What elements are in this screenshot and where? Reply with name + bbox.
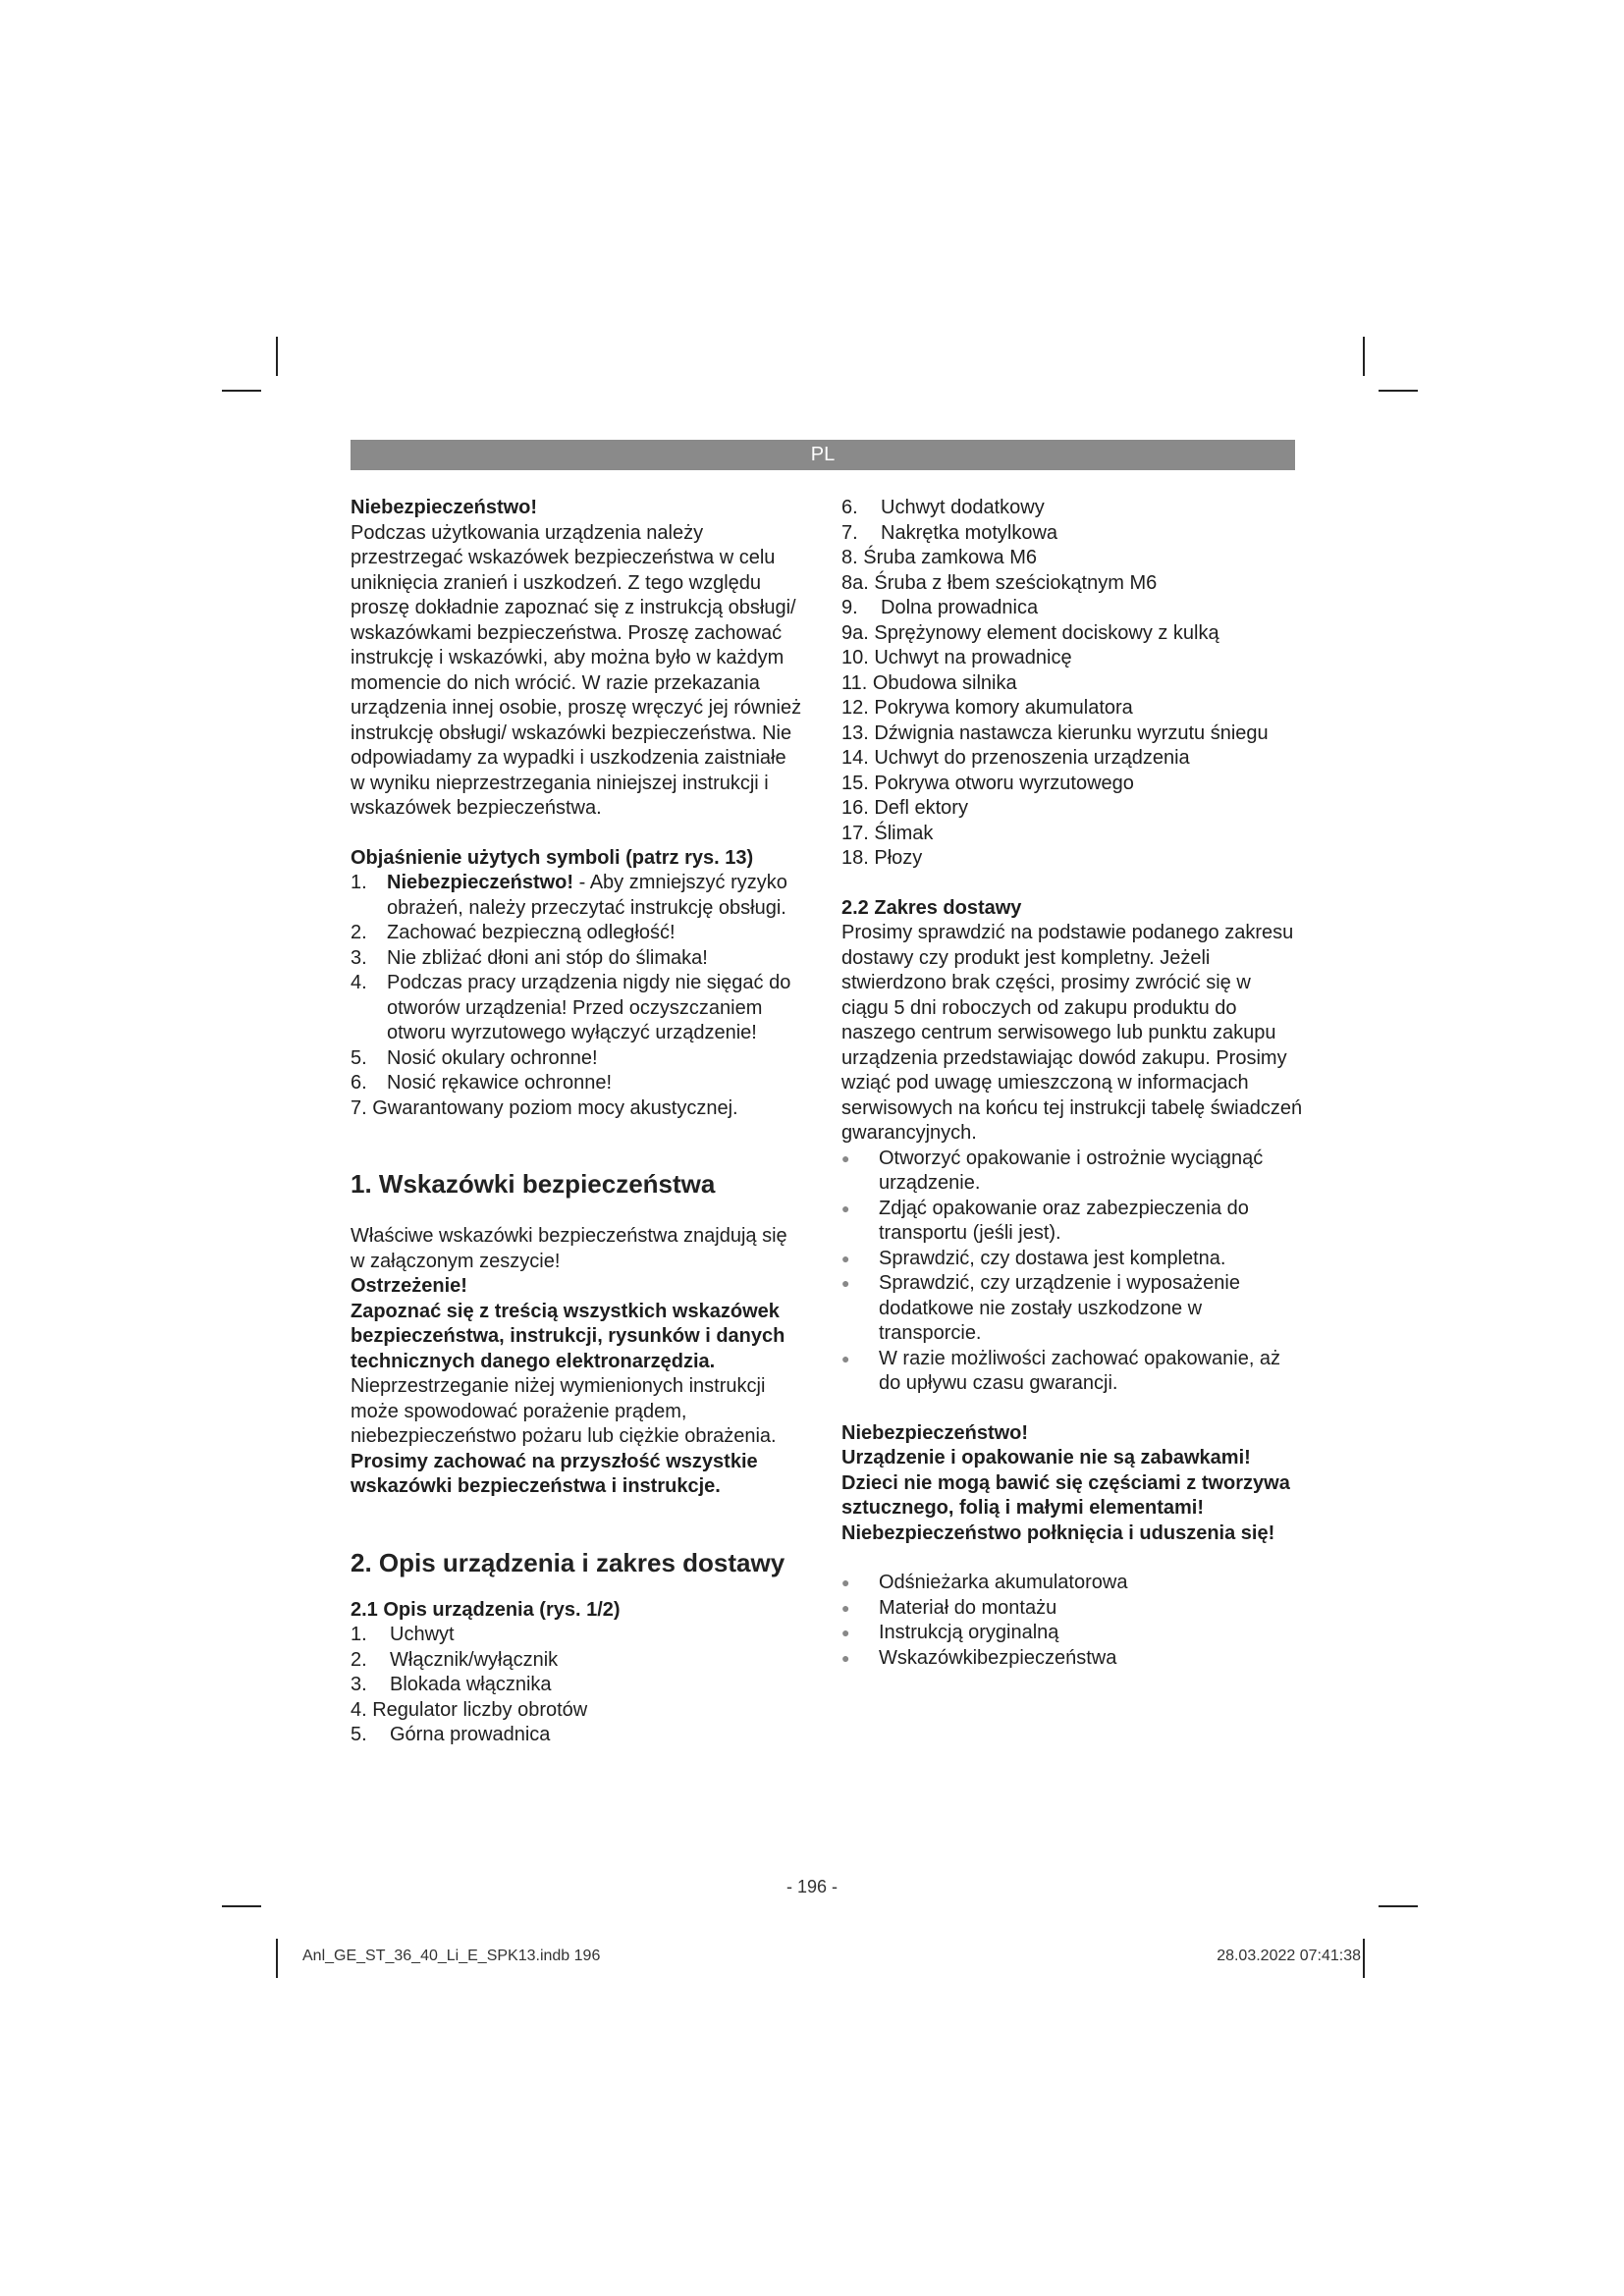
- subsection-2-1-title: 2.1 Opis urządzenia (rys. 1/2): [351, 1598, 621, 1621]
- symbol-7: 7. Gwarantowany poziom mocy akustycznej.: [351, 1096, 738, 1119]
- list-item: 6. Nosić rękawice ochronne!: [351, 1072, 612, 1094]
- bullet-icon: ●: [841, 1625, 850, 1640]
- parts-list-9: [841, 596, 1303, 621]
- list-item: 13. Dźwignia nastawcza kierunku wyrzutu śniegu: [841, 721, 1269, 744]
- parts-list-end: [351, 1723, 802, 1748]
- crop-mark: [222, 390, 261, 392]
- crop-mark: [276, 1939, 278, 1978]
- language-header-bar: [351, 440, 1295, 470]
- list-item: 18. Płozy: [841, 847, 923, 869]
- parts-list-continued: [841, 496, 1303, 546]
- bullet-icon: ●: [841, 1250, 850, 1266]
- footer-filename: Anl_GE_ST_36_40_Li_E_SPK13.indb 196: [302, 1948, 601, 1964]
- list-item: 3. Blokada włącznika: [351, 1674, 552, 1695]
- list-item: ● Sprawdzić, czy urządzenie i wyposażenie dodatkowe nie zostały uszkodzone w transporcie.: [841, 1271, 1303, 1347]
- list-item: 17. Ślimak: [841, 822, 934, 844]
- footer-datetime: 28.03.2022 07:41:38: [1217, 1948, 1361, 1964]
- parts-list: [351, 1623, 802, 1698]
- list-item: 11. Obudowa silnika: [841, 671, 1017, 694]
- keep-instructions: Prosimy zachować na przyszłość wszystkie wskazówki bezpieczeństwa i instrukcje.: [351, 1450, 758, 1497]
- list-item: 1. Uchwyt: [351, 1624, 455, 1645]
- list-item: 16. Defl ektory: [841, 797, 968, 819]
- list-item: 15. Pokrywa otworu wyrzutowego: [841, 772, 1134, 794]
- bullet-icon: ●: [841, 1275, 850, 1291]
- list-item: 4. Regulator liczby obrotów: [351, 1698, 588, 1721]
- language-label: PL: [810, 444, 836, 465]
- section-2-heading: 2. Opis urządzenia i zakres dostawy: [351, 1547, 785, 1577]
- crop-mark: [1379, 390, 1418, 392]
- danger-paragraph: Podczas użytkowania urządzenia należy przestrzegać wskazówek bezpieczeństwa w celu uniknięcia zranień i uszkodzeń. Z tego względu proszę dokładnie zapoznać się z instrukcją obsługi/ wskazówkami bezpieczeństwa. Proszę zachować instrukcję i wskazówki, aby można było w każdym momencie do nich wrócić. W razie przekazania urządzenia innej osobie, proszę wręczyć jej również instrukcję obsługi/ wskazówki bezpieczeństwa. Nie odpowiadamy za wypadki i uszkodzenia zaistniałe w wyniku nieprzestrzegania niniejszej instrukcji i wskazówek bezpieczeństwa.: [351, 521, 802, 819]
- list-item: 3. Nie zbliżać dłoni ani stóp do ślimaka!: [351, 946, 708, 969]
- bullet-icon: ●: [841, 1649, 850, 1666]
- section-1-text: Właściwe wskazówki bezpieczeństwa znajdują się w załączonym zeszycie!: [351, 1225, 787, 1272]
- bullet-icon: ●: [841, 1599, 850, 1616]
- list-item: ● W razie możliwości zachować opakowanie, aż do upływu czasu gwarancji.: [841, 1347, 1303, 1397]
- crop-mark: [1363, 1939, 1365, 1978]
- bullet-icon: ●: [841, 1575, 850, 1590]
- list-item: 14. Uchwyt do przenoszenia urządzenia: [841, 747, 1190, 769]
- list-item: 10. Uchwyt na prowadnicę: [841, 647, 1072, 668]
- list-item: 9. Dolna prowadnica: [841, 597, 1039, 618]
- crop-mark: [222, 1905, 261, 1907]
- list-item: ● Wskazówkibezpieczeństwa: [841, 1646, 1303, 1672]
- list-item: ● Zdjąć opakowanie oraz zabezpieczenia do transportu (jeśli jest).: [841, 1197, 1303, 1247]
- bullet-icon: ●: [841, 1200, 850, 1216]
- crop-mark: [276, 337, 278, 376]
- list-item: 2. Zachować bezpieczną odległość!: [351, 922, 676, 943]
- list-item: ● Sprawdzić, czy dostawa jest kompletna.: [841, 1247, 1303, 1272]
- unpacking-bullets: [841, 1147, 1303, 1397]
- list-item: 6. Uchwyt dodatkowy: [841, 497, 1045, 518]
- list-item: ● Otworzyć opakowanie i ostrożnie wyciągnąć urządzenie.: [841, 1147, 1303, 1197]
- list-item: ● Odśnieżarka akumulatorowa: [841, 1571, 1303, 1596]
- symbols-title: Objaśnienie użytych symboli (patrz rys. 13): [351, 846, 754, 869]
- subsection-2-2-title: 2.2 Zakres dostawy: [841, 896, 1022, 919]
- list-item: 7. Nakrętka motylkowa: [841, 521, 1058, 544]
- bullet-icon: ●: [841, 1149, 850, 1166]
- crop-mark: [1363, 337, 1365, 376]
- list-item: 1. Niebezpieczeństwo! - Aby zmniejszyć ryzyko obrażeń, należy przeczytać instrukcję obsługi.: [351, 872, 787, 919]
- delivery-paragraph: Prosimy sprawdzić na podstawie podanego zakresu dostawy czy produkt jest kompletny. Jeżeli stwierdzono brak części, prosimy zwrócić się w ciągu 5 dni roboczych od zakupu produktu do naszego centrum serwisowego lub punktu zakupu urządzenia przedstawiając dowód zakupu. Prosimy wziąć pod uwagę umieszczoną w informacjach serwisowych na końcu tej instrukcji tabelę świadczeń gwarancyjnych.: [841, 922, 1303, 1144]
- list-item: 8a. Śruba z łbem sześciokątnym M6: [841, 571, 1158, 594]
- delivery-contents-list: [841, 1571, 1303, 1671]
- list-item: 2. Włącznik/wyłącznik: [351, 1648, 559, 1671]
- list-item: ● Instrukcją oryginalną: [841, 1621, 1303, 1646]
- danger-title: Niebezpieczeństwo!: [351, 497, 538, 518]
- section-1-heading: 1. Wskazówki bezpieczeństwa: [351, 1169, 716, 1199]
- warning-paragraph: Zapoznać się z treścią wszystkich wskazówek bezpieczeństwa, instrukcji, rysunków i danych technicznych danego elektronarzędzia. Nieprzestrzeganie niżej wymienionych instrukcji może spowodować porażenie prądem, niebezpieczeństwo pożaru lub ciężkie obrażenia.: [351, 1300, 785, 1447]
- list-item: 9a. Sprężynowy element dociskowy z kulką: [841, 621, 1219, 644]
- bullet-icon: ●: [841, 1350, 850, 1366]
- list-item: 8. Śruba zamkowa M6: [841, 547, 1037, 568]
- list-item: 12. Pokrywa komory akumulatora: [841, 697, 1133, 719]
- danger-paragraph-2: Urządzenie i opakowanie nie są zabawkami! Dzieci nie mogą bawić się częściami z tworzywa sztucznego, folią i małymi elementami! Niebezpieczeństwo połknięcia i uduszenia się!: [841, 1447, 1290, 1544]
- warning-title: Ostrzeżenie!: [351, 1275, 467, 1297]
- list-item: ● Materiał do montażu: [841, 1596, 1303, 1622]
- page-number: - 196 -: [785, 1877, 839, 1896]
- symbols-list: [351, 871, 802, 1096]
- crop-mark: [1379, 1905, 1418, 1907]
- left-column: [351, 496, 802, 1748]
- list-item: 4. Podczas pracy urządzenia nigdy nie sięgać do otworów urządzenia! Przed oczyszczaniem otworu wyrzutowego wyłączyć urządzenie!: [351, 972, 791, 1043]
- list-item: 5. Górna prowadnica: [351, 1724, 551, 1745]
- danger-title-2: Niebezpieczeństwo!: [841, 1421, 1029, 1444]
- list-item: 5. Nosić okulary ochronne!: [351, 1046, 598, 1069]
- right-column: [841, 496, 1303, 1671]
